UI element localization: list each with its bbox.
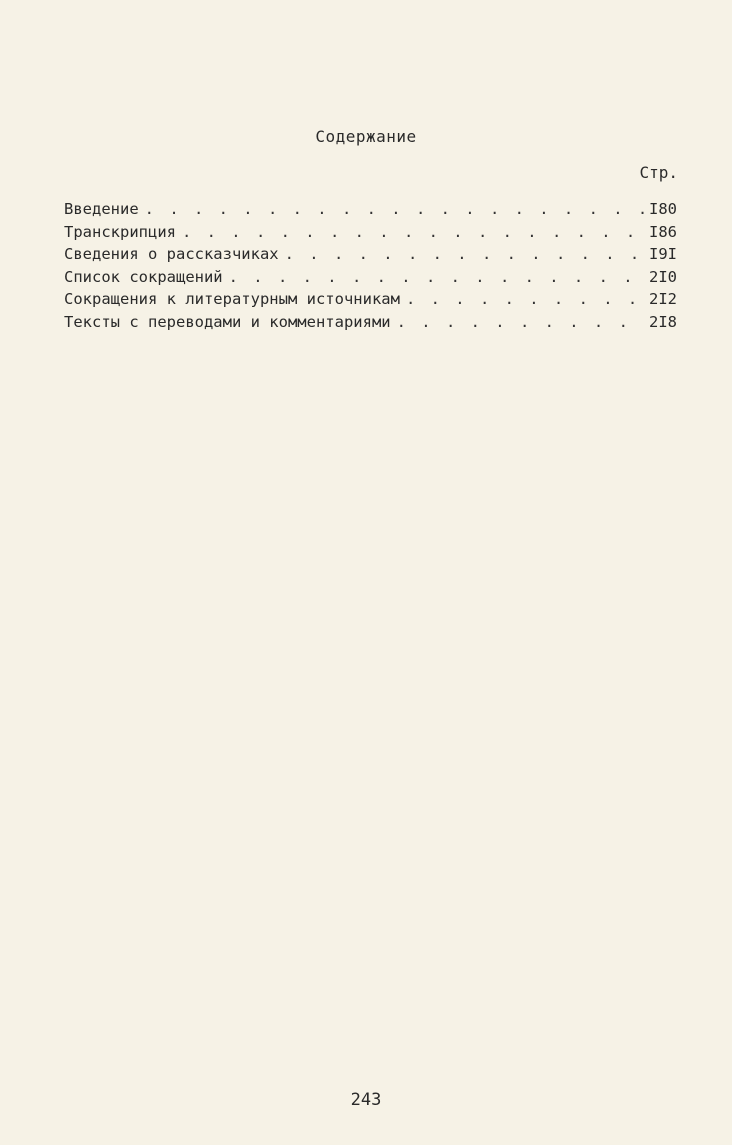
toc-entry xyxy=(64,245,677,268)
toc-title: Содержание xyxy=(315,127,417,146)
toc-entry xyxy=(64,290,677,313)
toc-entry xyxy=(64,268,677,291)
toc-entry xyxy=(64,200,677,223)
page-column-label: Стр. xyxy=(639,163,678,182)
toc-entry xyxy=(64,223,677,246)
toc-entry-title: Сокращения к литературным источникам xyxy=(64,290,400,309)
toc-dot-leader xyxy=(285,245,645,263)
toc-entry-title: Сведения о рассказчиках xyxy=(64,245,279,264)
page-number: 243 xyxy=(350,1090,382,1110)
toc-entry-page: I86 xyxy=(649,222,677,241)
toc-dot-leader xyxy=(406,290,645,308)
toc-entry-title: Список сокращений xyxy=(64,267,223,286)
toc-list xyxy=(64,200,677,336)
toc-dot-leader xyxy=(145,200,645,218)
toc-entry-page: 2I0 xyxy=(649,267,677,286)
toc-dot-leader xyxy=(229,268,645,286)
toc-entry-page: I9I xyxy=(649,245,677,264)
toc-dot-leader xyxy=(182,223,645,241)
toc-entry-page: 2I8 xyxy=(649,312,677,331)
toc-entry-title: Тексты с переводами и комментариями xyxy=(64,312,391,331)
toc-entry-title: Транскрипция xyxy=(64,222,176,241)
toc-entry xyxy=(64,313,677,336)
toc-entry-page: I80 xyxy=(649,200,677,218)
toc-entry-page: 2I2 xyxy=(649,290,677,309)
toc-entry-title: Введение xyxy=(64,200,139,218)
toc-dot-leader xyxy=(397,313,645,331)
